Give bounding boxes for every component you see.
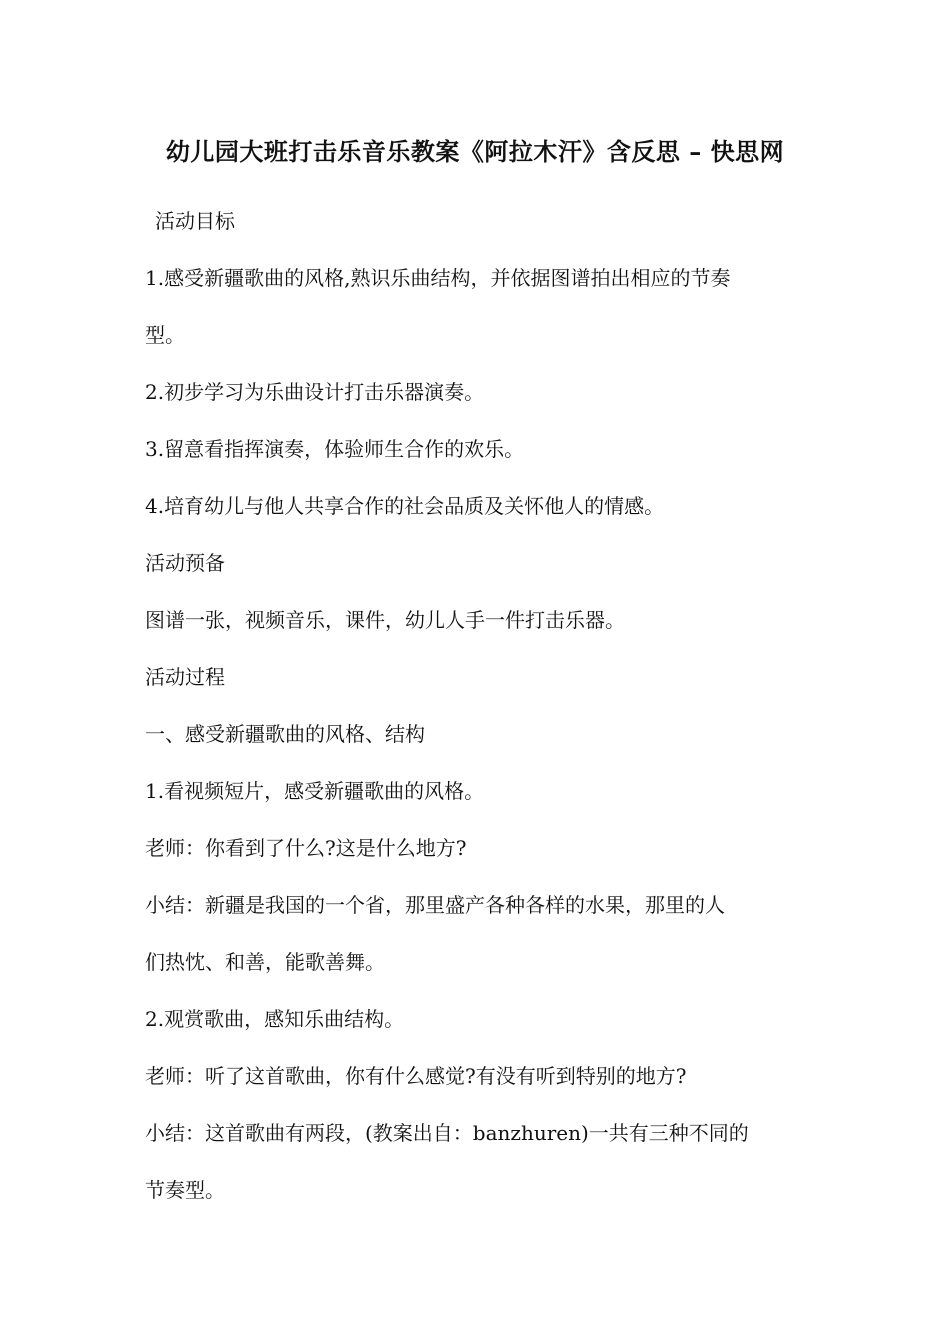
paragraph-line: 型。	[145, 323, 185, 347]
document-title: 幼儿园大班打击乐音乐教案《阿拉木汗》含反思 – 快思网	[165, 137, 785, 166]
paragraph-line: 老师：你看到了什么?这是什么地方?	[145, 836, 467, 860]
paragraph-line: 节奏型。	[145, 1178, 225, 1202]
paragraph-line: 1.感受新疆歌曲的风格,熟识乐曲结构，并依据图谱拍出相应的节奏	[145, 266, 731, 290]
paragraph-line: 3.留意看指挥演奏，体验师生合作的欢乐。	[145, 437, 525, 461]
paragraph-line: 老师：听了这首歌曲，你有什么感觉?有没有听到特别的地方?	[145, 1064, 687, 1088]
section-heading-process: 活动过程	[145, 665, 225, 689]
section-heading-preparation: 活动预备	[145, 551, 225, 575]
paragraph-line: 图谱一张，视频音乐，课件，幼儿人手一件打击乐器。	[145, 608, 625, 632]
paragraph-line: 1.看视频短片，感受新疆歌曲的风格。	[145, 779, 485, 803]
paragraph-line: 们热忱、和善，能歌善舞。	[145, 950, 385, 974]
paragraph-line: 小结：这首歌曲有两段，(教案出自：banzhuren)一共有三种不同的	[145, 1121, 749, 1145]
section-heading-goals: 活动目标	[155, 209, 235, 233]
paragraph-line: 2.观赏歌曲，感知乐曲结构。	[145, 1007, 405, 1031]
paragraph-line: 4.培育幼儿与他人共享合作的社会品质及关怀他人的情感。	[145, 494, 665, 518]
paragraph-line: 2.初步学习为乐曲设计打击乐器演奏。	[145, 380, 485, 404]
paragraph-line: 小结：新疆是我国的一个省，那里盛产各种各样的水果，那里的人	[145, 893, 725, 917]
subsection-heading: 一、感受新疆歌曲的风格、结构	[145, 722, 425, 746]
